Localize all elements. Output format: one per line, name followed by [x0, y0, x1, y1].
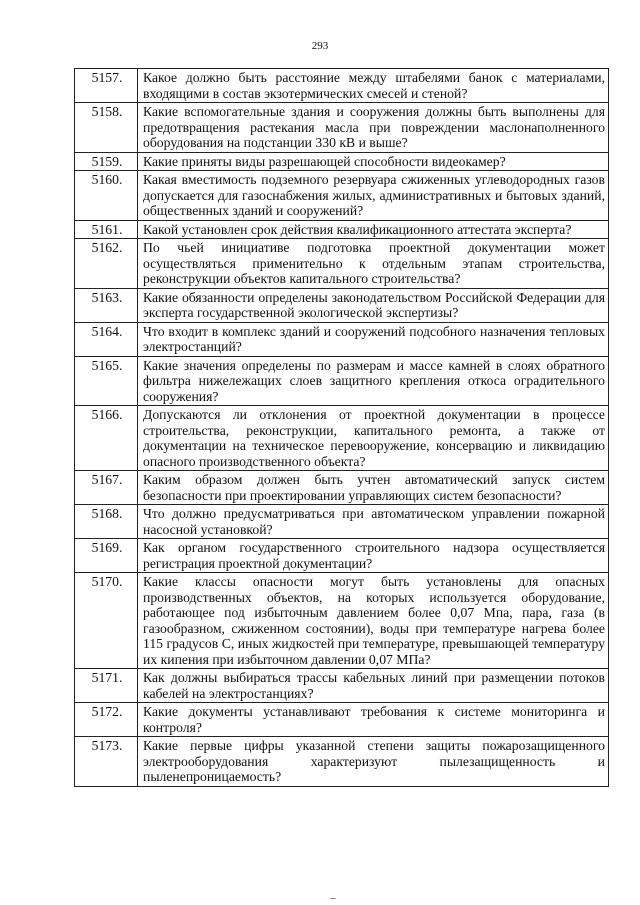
table-row [75, 322, 609, 356]
table-row [75, 703, 609, 737]
table-row [75, 288, 609, 322]
question-text: По чьей инициативе подготовка проектной документации может осуществляться применительно к отдельным этапам строительства, реконструкции объектов капитального строительства? [138, 239, 609, 289]
question-number: 5164. [75, 322, 138, 356]
question-text: Что входит в комплекс зданий и сооружений подсобного назначения тепловых электростанций? [138, 322, 609, 356]
table-row [75, 103, 609, 153]
question-number: 5167. [75, 471, 138, 505]
question-number: 5168. [75, 505, 138, 539]
table-row [75, 573, 609, 669]
question-number: 5163. [75, 288, 138, 322]
questions-table-body [75, 69, 609, 787]
table-row [75, 152, 609, 171]
question-text: Что должно предусматриваться при автоматическом управлении пожарной насосной установкой? [138, 505, 609, 539]
question-number: 5162. [75, 239, 138, 289]
question-text: Какие первые цифры указанной степени защиты пожарозащищенного электрооборудования характеризуют пылезащищенность и пыленепроницаемость? [138, 737, 609, 787]
question-number: 5173. [75, 737, 138, 787]
table-row [75, 356, 609, 406]
table-row [75, 406, 609, 471]
question-number: 5161. [75, 220, 138, 239]
question-number: 5159. [75, 152, 138, 171]
table-row [75, 737, 609, 787]
scan-mark [330, 898, 336, 899]
table-row [75, 69, 609, 103]
question-text: Каким образом должен быть учтен автоматический запуск систем безопасности при проектировании управляющих систем безопасности? [138, 471, 609, 505]
questions-table [74, 68, 609, 787]
page-number: 293 [311, 40, 329, 52]
question-text: Какие классы опасности могут быть установлены для опасных производственных объектов, на которых используется оборудование, работающее под избыточным давлением более 0,07 Мпа, пара, газа (в газообразном, сжиженном состоянии), воды при температуре нагрева более 115 градусов С, иных жидкостей при температуре, превышающей температуру их кипения при избыточном давлении 0,07 МПа? [138, 573, 609, 669]
question-number: 5170. [75, 573, 138, 669]
question-number: 5160. [75, 171, 138, 221]
question-text: Какие значения определены по размерам и массе камней в слоях обратного фильтра нижележащих слоев защитного крепления откоса оградительного сооружения? [138, 356, 609, 406]
table-row [75, 220, 609, 239]
question-number: 5169. [75, 539, 138, 573]
question-number: 5171. [75, 669, 138, 703]
question-number: 5166. [75, 406, 138, 471]
table-row [75, 471, 609, 505]
question-number: 5165. [75, 356, 138, 406]
question-text: Какая вместимость подземного резервуара сжиженных углеводородных газов допускается для газоснабжения жилых, административных и бытовых зданий, общественных зданий и сооружений? [138, 171, 609, 221]
question-text: Какие документы устанавливают требования к системе мониторинга и контроля? [138, 703, 609, 737]
table-row [75, 505, 609, 539]
question-number: 5158. [75, 103, 138, 153]
question-number: 5157. [75, 69, 138, 103]
question-text: Какие приняты виды разрешающей способности видеокамер? [138, 152, 609, 171]
question-number: 5172. [75, 703, 138, 737]
table-row [75, 669, 609, 703]
question-text: Как органом государственного строительного надзора осуществляется регистрация проектной документации? [138, 539, 609, 573]
table-row [75, 171, 609, 221]
table-row [75, 239, 609, 289]
question-text: Допускаются ли отклонения от проектной документации в процессе строительства, реконструкции, капитального ремонта, а также от документации на техническое перевооружение, консервацию и ликвидацию опасного производственного объекта? [138, 406, 609, 471]
question-text: Какой установлен срок действия квалификационного аттестата эксперта? [138, 220, 609, 239]
question-text: Как должны выбираться трассы кабельных линий при размещении потоков кабелей на электростанциях? [138, 669, 609, 703]
question-text: Какие вспомогательные здания и сооружения должны быть выполнены для предотвращения растекания масла при повреждении маслонаполненного оборудования на подстанции 330 кВ и выше? [138, 103, 609, 153]
table-row [75, 539, 609, 573]
question-text: Какое должно быть расстояние между штабелями банок с материалами, входящими в состав экзотермических смесей и стеной? [138, 69, 609, 103]
question-text: Какие обязанности определены законодательством Российской Федерации для эксперта государственной экологической экспертизы? [138, 288, 609, 322]
